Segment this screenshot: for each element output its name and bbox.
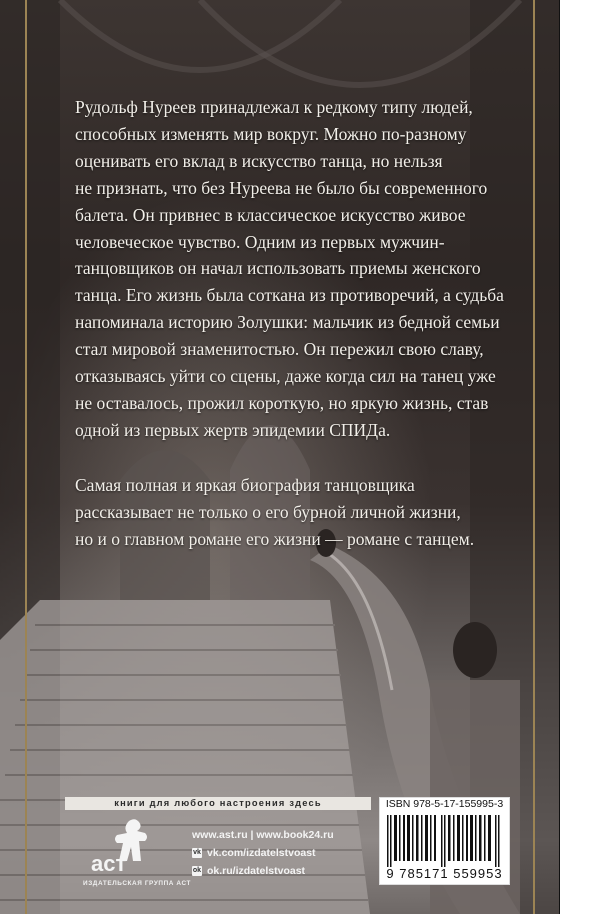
vk-icon: vk — [193, 849, 201, 856]
ast-logo — [87, 817, 157, 879]
websites-link[interactable]: www.ast.ru | www.book24.ru — [192, 829, 334, 841]
ok-icon: ok — [192, 867, 202, 874]
vk-row — [192, 844, 372, 862]
vk-link[interactable]: vk.com/izdatelstvoast — [207, 847, 316, 859]
barcode-digits: 9 785171 559953 — [386, 866, 503, 881]
publisher-group-name: ИЗДАТЕЛЬСКАЯ ГРУППА АСТ — [83, 880, 191, 887]
websites-row — [192, 826, 372, 844]
description-paragraph-2: Самая полная и яркая биография танцовщика рассказывает не только о его бурной личной жизни, но и о главном романе его жизни — романе с танцем. — [75, 474, 475, 549]
ok-link[interactable]: ok.ru/izdatelstvoast — [207, 865, 306, 877]
book-description — [75, 94, 520, 581]
ok-row — [192, 862, 372, 880]
svg-text:аст: аст — [91, 851, 127, 876]
barcode-block — [379, 797, 510, 885]
cover-edge-line — [559, 0, 560, 914]
publisher-links — [192, 826, 372, 880]
trim-line-right — [533, 0, 535, 914]
description-paragraph-1: Рудольф Нуреев принадлежал к редкому типу людей, способных изменять мир вокруг. Можно по-разному оценивать его вклад в искусство танца, но нельзя не признать, что без Нуреева не было бы современного балета. Он привнес в классическое искусство живое человеческое чувство. Одним из первых мужчин- танцовщиков он начал использовать приемы женского танца. Его жизнь была соткана из противоречий, а судьба напоминала историю Золушки: мальчик из бедной семьи стал мировой знаменитостью. Он пережил свою славу, отказываясь уйти со сцены, даже когда сил на танец уже не оставалось, прожил короткую, но яркую жизнь, став одной из первых жертв эпидемии СПИДа. — [75, 97, 504, 440]
isbn-label: ISBN 978-5-17-155995-3 — [385, 798, 504, 810]
barcode-icon — [385, 815, 504, 867]
trim-line-left — [25, 0, 27, 914]
publisher-tagline: книги для любого настроения здесь — [65, 797, 371, 810]
